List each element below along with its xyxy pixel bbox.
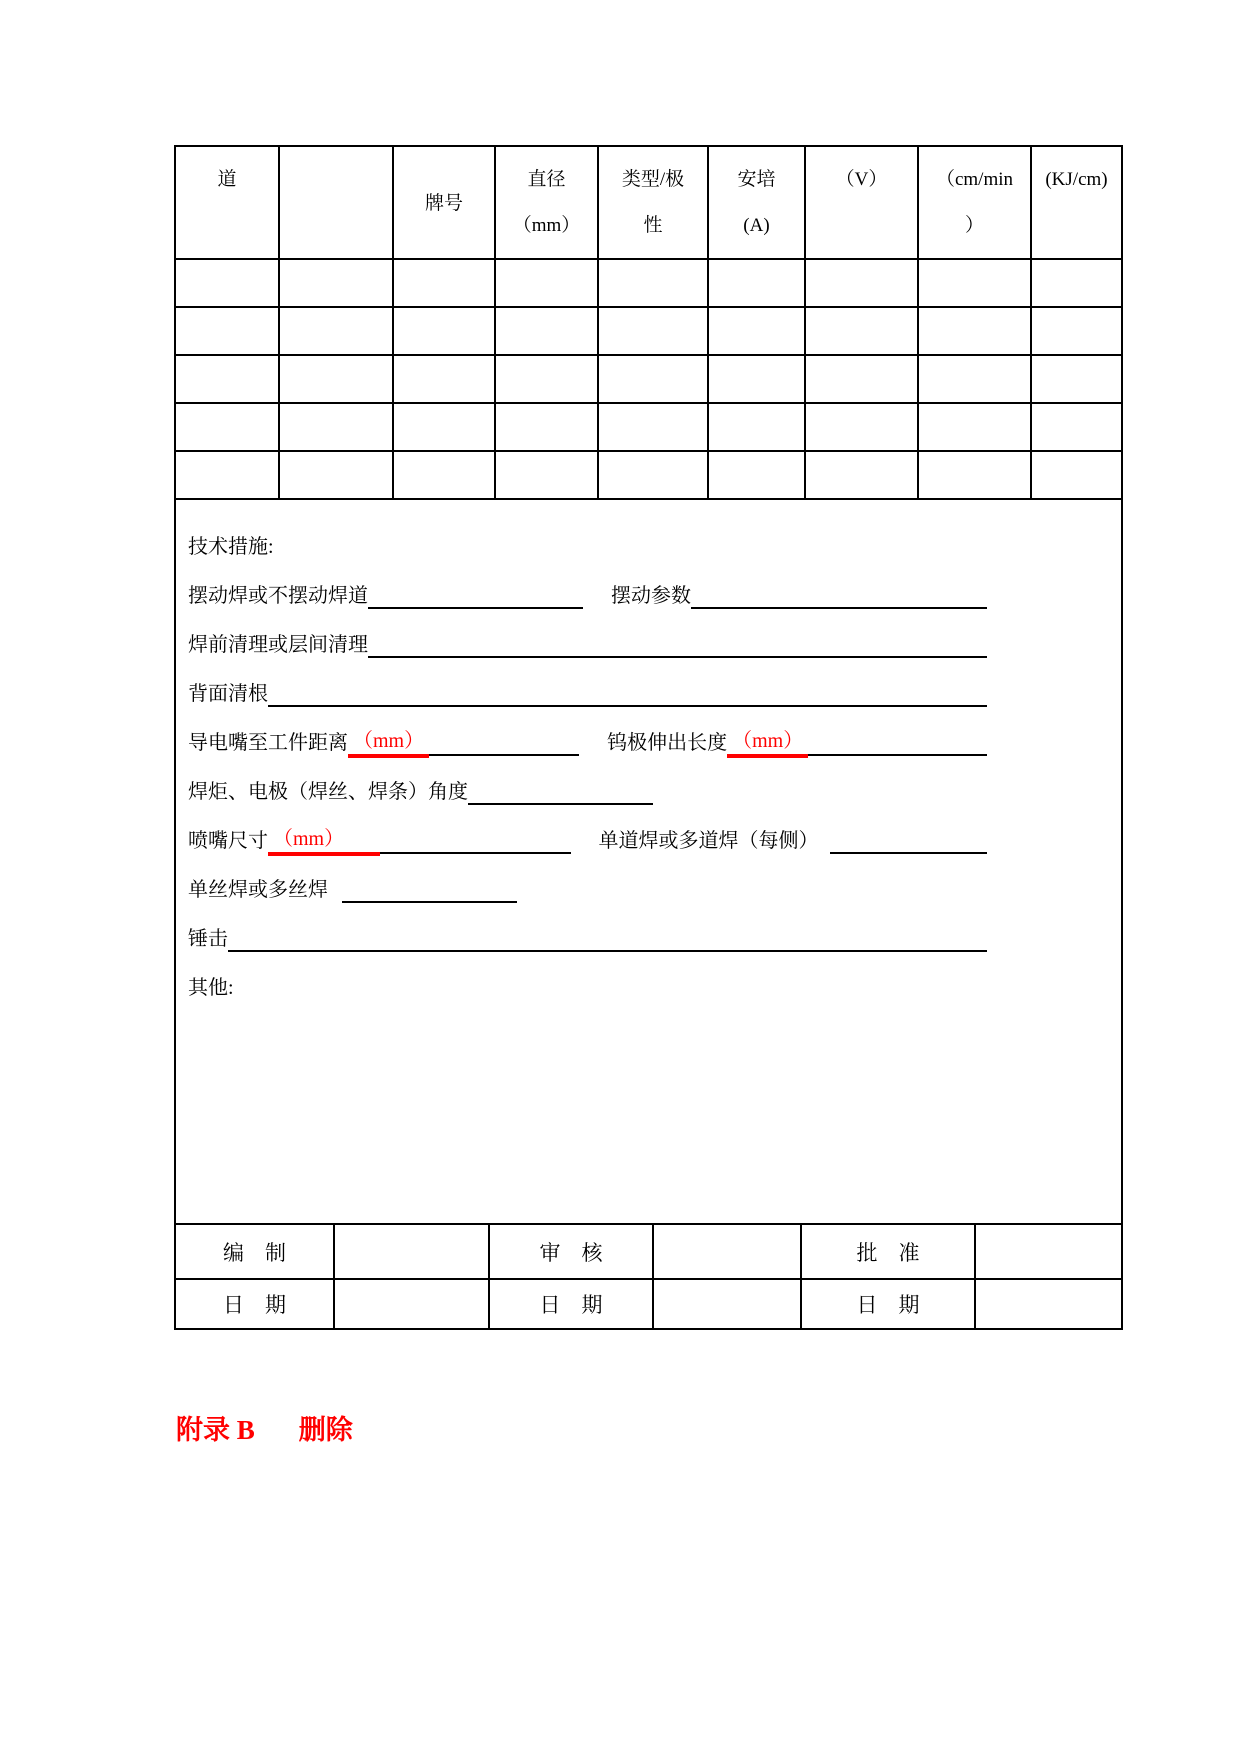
spacer	[571, 846, 598, 854]
line-nozzle-size	[188, 805, 987, 854]
col-header-line: （mm）	[512, 215, 581, 236]
table-cell	[709, 260, 806, 306]
table-cell	[806, 356, 919, 402]
table-cell	[1032, 452, 1121, 498]
approver-value-cell	[976, 1225, 1121, 1278]
spacer	[579, 748, 607, 756]
field-label: 导电嘴至工件距离	[188, 732, 348, 754]
field-label: 钨极伸出长度	[607, 732, 728, 754]
line-torch-angle	[188, 756, 987, 805]
appendix-deleted-note: 删除	[298, 1415, 353, 1445]
col-header-pass	[176, 147, 280, 258]
table-cell	[599, 356, 709, 402]
table-cell	[280, 308, 394, 354]
param-table-header-row	[176, 147, 1121, 260]
field-label: 摆动参数	[611, 585, 691, 607]
col-header-line: 类型/极	[621, 169, 685, 190]
table-cell	[806, 452, 919, 498]
table-cell	[919, 308, 1032, 354]
blank-line	[368, 648, 987, 658]
table-cell	[599, 452, 709, 498]
blank-line	[830, 844, 987, 854]
table-cell	[280, 452, 394, 498]
blank-line	[691, 599, 987, 609]
col-header-line: (KJ/cm)	[1045, 169, 1108, 190]
spacer	[583, 601, 611, 609]
field-label: 单丝焊或多丝焊	[188, 879, 328, 901]
col-header-line: 性	[643, 215, 663, 236]
spacer	[328, 895, 342, 903]
col-header-heat-input	[1032, 147, 1121, 258]
appendix-b-heading	[176, 1408, 353, 1447]
col-header-line: 牌号	[424, 193, 463, 214]
col-header-line: ）	[964, 215, 984, 236]
table-cell	[280, 260, 394, 306]
col-header-type-polarity	[599, 147, 709, 258]
line-swing-weld	[188, 560, 987, 609]
table-cell	[496, 260, 599, 306]
line-back-gouging	[188, 658, 987, 707]
date-label-cell: 日 期	[176, 1280, 335, 1328]
table-cell	[919, 356, 1032, 402]
field-label: 锤击	[188, 928, 228, 950]
table-cell	[1032, 404, 1121, 450]
table-cell	[806, 260, 919, 306]
table-cell	[709, 356, 806, 402]
table-cell	[394, 356, 496, 402]
table-row	[176, 260, 1121, 308]
col-header-line: 安培	[737, 169, 776, 190]
blank-line	[429, 746, 579, 756]
line-cleaning	[188, 609, 987, 658]
blank-line	[368, 599, 583, 609]
field-label: 背面清根	[188, 683, 268, 705]
table-cell	[176, 452, 280, 498]
approver-label-cell: 批 准	[802, 1225, 976, 1278]
blank-line	[228, 942, 987, 952]
date-value-cell	[335, 1280, 490, 1328]
table-cell	[599, 260, 709, 306]
appendix-title: 附录 B	[176, 1415, 255, 1445]
table-cell	[496, 308, 599, 354]
table-cell	[496, 356, 599, 402]
table-cell	[1032, 260, 1121, 306]
table-cell	[709, 452, 806, 498]
table-row	[176, 452, 1121, 500]
blank-line	[468, 795, 653, 805]
table-cell	[709, 404, 806, 450]
producer-label-cell: 编 制	[176, 1225, 335, 1278]
field-label: 摆动焊或不摆动焊道	[188, 585, 368, 607]
mm-unit-red: （mm）	[268, 826, 380, 856]
field-label: 其他:	[188, 977, 234, 999]
table-row	[176, 404, 1121, 452]
table-cell	[496, 404, 599, 450]
table-row	[176, 308, 1121, 356]
col-header-speed	[919, 147, 1032, 258]
table-cell	[176, 260, 280, 306]
table-cell	[806, 308, 919, 354]
table-cell	[919, 404, 1032, 450]
table-cell	[176, 356, 280, 402]
table-cell	[709, 308, 806, 354]
reviewer-label-cell: 审 核	[490, 1225, 654, 1278]
col-header-diameter	[496, 147, 599, 258]
col-header-line: （V）	[835, 169, 888, 190]
line-single-multi-wire	[188, 854, 987, 903]
date-value-cell	[976, 1280, 1121, 1328]
table-cell	[919, 260, 1032, 306]
table-cell	[280, 404, 394, 450]
col-header-voltage	[806, 147, 919, 258]
approval-row	[176, 1225, 1121, 1280]
mm-unit-red: （mm）	[348, 728, 429, 758]
date-value-cell	[654, 1280, 802, 1328]
welding-procedure-form	[174, 145, 1123, 1330]
table-cell	[806, 404, 919, 450]
technical-measures-title: 技术措施:	[188, 536, 274, 558]
reviewer-value-cell	[654, 1225, 802, 1278]
col-header-line: (A)	[743, 215, 770, 236]
col-header-line: 道	[217, 169, 237, 190]
col-header-ampere	[709, 147, 806, 258]
blank-line	[380, 844, 571, 854]
blank-line	[808, 746, 987, 756]
line-other	[188, 952, 987, 1001]
spacer	[819, 846, 831, 854]
table-cell	[280, 356, 394, 402]
table-cell	[394, 452, 496, 498]
table-row	[176, 356, 1121, 404]
field-label: 喷嘴尺寸	[188, 830, 268, 852]
table-cell	[176, 404, 280, 450]
blank-line	[268, 697, 987, 707]
table-cell	[919, 452, 1032, 498]
table-cell	[394, 404, 496, 450]
col-header-line: 直径	[527, 169, 566, 190]
blank-line	[342, 893, 517, 903]
col-header-empty	[280, 147, 394, 258]
table-cell	[394, 308, 496, 354]
table-cell	[1032, 356, 1121, 402]
line-tip-distance	[188, 707, 987, 756]
producer-value-cell	[335, 1225, 490, 1278]
col-header-brand	[394, 147, 496, 258]
line-hammering	[188, 903, 987, 952]
field-label: 焊前清理或层间清理	[188, 634, 368, 656]
table-cell	[394, 260, 496, 306]
table-cell	[176, 308, 280, 354]
mm-unit-red: （mm）	[727, 728, 808, 758]
table-cell	[599, 404, 709, 450]
field-label: 焊炬、电极（焊丝、焊条）角度	[188, 781, 468, 803]
field-label: 单道焊或多道焊（每侧）	[598, 830, 819, 852]
date-label-cell: 日 期	[802, 1280, 976, 1328]
table-cell	[496, 452, 599, 498]
technical-measures-section	[176, 500, 1121, 1225]
date-label-cell: 日 期	[490, 1280, 654, 1328]
table-cell	[599, 308, 709, 354]
date-row	[176, 1280, 1121, 1328]
table-cell	[1032, 308, 1121, 354]
col-header-line: （cm/min	[935, 169, 1014, 190]
